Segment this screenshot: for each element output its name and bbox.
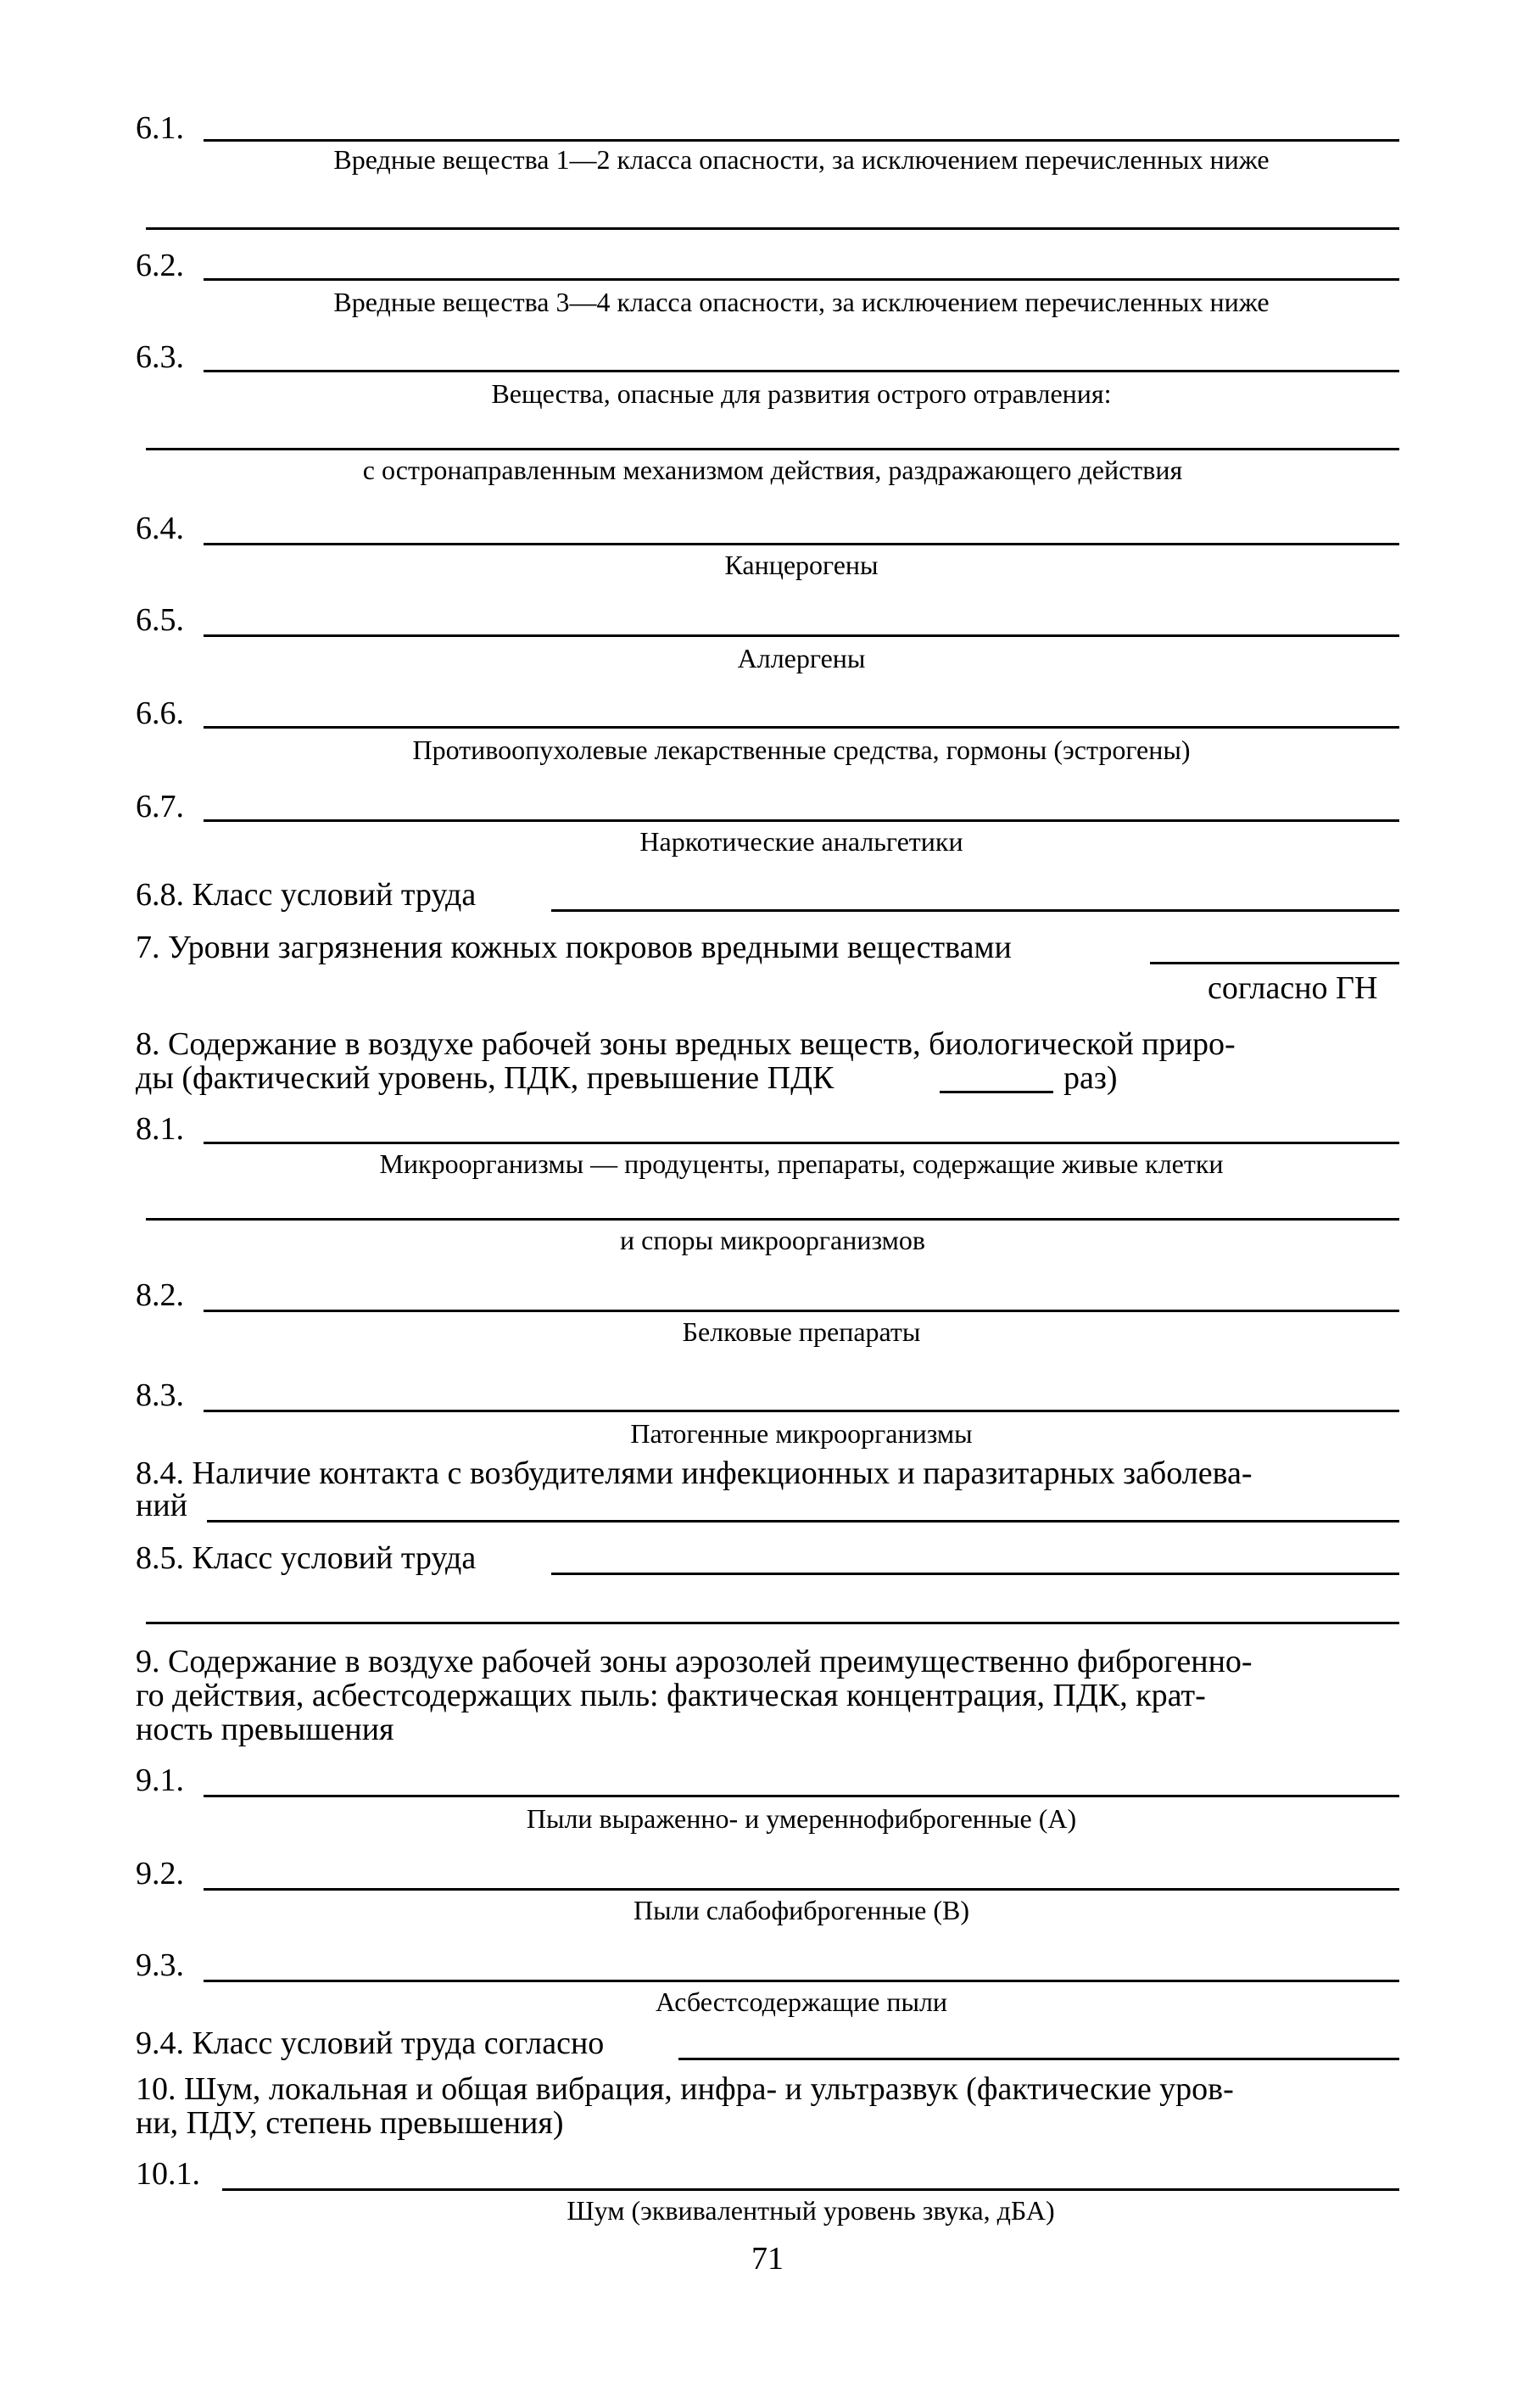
item-number: 6.4. (136, 511, 184, 546)
fill-line (146, 1218, 1399, 1221)
fill-line (551, 1573, 1399, 1575)
field-caption: Наркотические анальгетики (639, 826, 963, 857)
field-caption: Вещества, опасные для развития острого отравления: (491, 378, 1112, 409)
fill-line (1150, 962, 1399, 964)
section-8-heading-line1: 8. Содержание в воздухе рабочей зоны вредных веществ, биологической приро- (136, 1026, 1236, 1062)
fill-line (146, 448, 1399, 450)
fill-line (204, 1888, 1399, 1891)
field-caption: Аллергены (737, 643, 866, 673)
item-8-4-line1: 8.4. Наличие контакта с возбудителями инфекционных и паразитарных заболева- (136, 1455, 1253, 1491)
field-caption: и споры микроорганизмов (620, 1225, 925, 1255)
item-number: 6.5. (136, 602, 184, 638)
fill-line (222, 2188, 1399, 2191)
section-7-note: согласно ГН (1208, 970, 1378, 1006)
section-10-heading-line2: ни, ПДУ, степень превышения) (136, 2105, 564, 2141)
fill-line (204, 370, 1399, 372)
item-number: 9.3. (136, 1947, 184, 1983)
fill-line (207, 1520, 1399, 1522)
item-number: 8.3. (136, 1377, 184, 1413)
fill-line (204, 278, 1399, 281)
section-10-heading-line1: 10. Шум, локальная и общая вибрация, инфра- и ультразвук (фактические уров- (136, 2071, 1234, 2107)
item-number: 8.1. (136, 1111, 184, 1147)
fill-line (204, 1310, 1399, 1312)
field-caption: Вредные вещества 3—4 класса опасности, за исключением перечисленных ниже (333, 287, 1270, 317)
item-number: 6.2. (136, 248, 184, 283)
section-7-heading: 7. Уровни загрязнения кожных покровов вредными веществами (136, 930, 1012, 965)
section-8-heading-line2: ды (фактический уровень, ПДК, превышение ПДК (136, 1060, 834, 1096)
fill-line (204, 1795, 1399, 1797)
fill-line (940, 1091, 1053, 1093)
fill-line (678, 2058, 1399, 2060)
section-9-heading-line3: ность превышения (136, 1712, 394, 1747)
item-number: 6.1. (136, 110, 184, 146)
section-9-heading-line1: 9. Содержание в воздухе рабочей зоны аэрозолей преимущественно фиброгенно- (136, 1644, 1253, 1679)
class-conditions-label: 6.8. Класс условий труда (136, 877, 477, 913)
item-8-4-line2: ний (136, 1488, 188, 1523)
fill-line (146, 1622, 1399, 1624)
fill-line (204, 726, 1399, 729)
item-number: 6.3. (136, 339, 184, 375)
field-caption: Канцерогены (724, 550, 879, 580)
item-number: 8.2. (136, 1277, 184, 1313)
fill-line (204, 1142, 1399, 1144)
page-number: 71 (751, 2241, 784, 2277)
fill-line (551, 909, 1399, 912)
field-caption: Асбестсодержащие пыли (655, 1986, 948, 2017)
item-number: 6.6. (136, 696, 184, 731)
field-caption: с остронаправленным механизмом действия, раздражающего действия (362, 455, 1183, 485)
item-number: 6.7. (136, 789, 184, 824)
field-caption: Шум (эквивалентный уровень звука, дБА) (567, 2195, 1055, 2226)
item-number: 9.2. (136, 1856, 184, 1891)
field-caption: Вредные вещества 1—2 класса опасности, за исключением перечисленных ниже (333, 144, 1270, 175)
item-number: 10.1. (136, 2156, 200, 2192)
item-number: 9.1. (136, 1763, 184, 1798)
fill-line (204, 543, 1399, 545)
field-caption: Пыли выраженно- и умереннофиброгенные (А) (526, 1803, 1077, 1834)
class-conditions-label: 8.5. Класс условий труда (136, 1540, 477, 1576)
field-caption: Микроорганизмы — продуценты, препараты, содержащие живые клетки (379, 1148, 1224, 1179)
field-caption: Белковые препараты (682, 1316, 921, 1347)
class-conditions-label: 9.4. Класс условий труда согласно (136, 2025, 605, 2061)
fill-line (204, 1410, 1399, 1412)
field-caption: Патогенные микроорганизмы (630, 1418, 973, 1449)
section-9-heading-line2: го действия, асбестсодержащих пыль: фактическая концентрация, ПДК, крат- (136, 1678, 1206, 1713)
fill-line (204, 819, 1399, 822)
fill-line (146, 227, 1399, 230)
field-caption: Противоопухолевые лекарственные средства, гормоны (эстрогены) (412, 735, 1191, 765)
field-caption: Пыли слабофиброгенные (В) (633, 1895, 969, 1925)
fill-line (204, 1980, 1399, 1982)
fill-line (204, 634, 1399, 637)
fill-line (204, 139, 1399, 142)
section-8-heading-suffix: раз) (1063, 1060, 1118, 1096)
